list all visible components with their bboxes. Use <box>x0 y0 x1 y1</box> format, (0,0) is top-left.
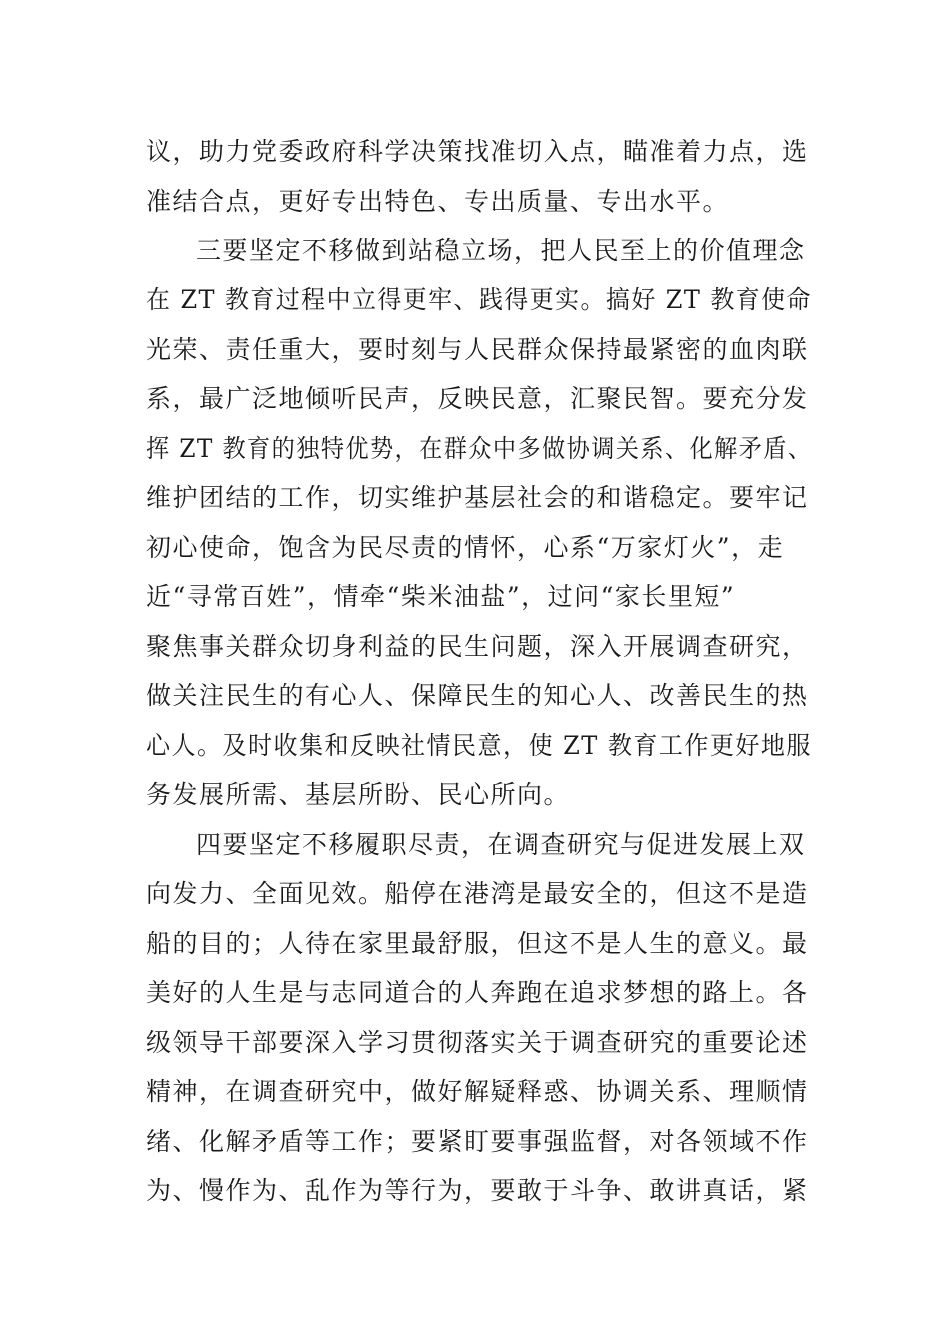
text-line: 精神，在调查研究中，做好解疑释惑、协调关系、理顺情 <box>146 1077 809 1106</box>
text-line: 务发展所需、基层所盼、民心所向。 <box>146 780 571 809</box>
text-line: 初心使命，饱含为民尽责的情怀，心系“万家灯火”，走 <box>146 533 785 562</box>
text-line: 聚焦事关群众切身利益的民生问题，深入开展调查研究， <box>146 632 809 661</box>
text-line: 在 ZT 教育过程中立得更牢、践得更实。搞好 ZT 教育使命 <box>146 285 812 314</box>
text-line: 绪、化解矛盾等工作；要紧盯要事强监督，对各领域不作 <box>146 1127 809 1156</box>
text-line: 为、慢作为、乱作为等行为，要敢于斗争、敢讲真话，紧 <box>146 1176 809 1205</box>
text-line: 级领导干部要深入学习贯彻落实关于调查研究的重要论述 <box>146 1028 809 1057</box>
text-line: 近“寻常百姓”，情牵“柴米油盐”，过问“家长里短” <box>146 582 736 611</box>
text-line: 做关注民生的有心人、保障民生的知心人、改善民生的热 <box>146 681 809 710</box>
text-line: 挥 ZT 教育的独特优势，在群众中多做协调关系、化解矛盾、 <box>146 434 813 463</box>
text-line: 美好的人生是与志同道合的人奔跑在追求梦想的路上。各 <box>146 978 809 1007</box>
paragraph-start-line: 四要坚定不移履职尽责，在调查研究与促进发展上双 <box>196 830 806 859</box>
text-line: 船的目的；人待在家里最舒服，但这不是人生的意义。最 <box>146 929 809 958</box>
text-line: 系，最广泛地倾听民声，反映民意，汇聚民智。要充分发 <box>146 384 809 413</box>
text-line: 维护团结的工作，切实维护基层社会的和谐稳定。要牢记 <box>146 483 809 512</box>
paragraph-start-line: 三要坚定不移做到站稳立场，把人民至上的价值理念 <box>196 236 806 265</box>
text-line: 向发力、全面见效。船停在港湾是最安全的，但这不是造 <box>146 879 809 908</box>
text-line: 准结合点，更好专出特色、专出质量、专出水平。 <box>146 187 730 216</box>
text-line: 议，助力党委政府科学决策找准切入点，瞄准着力点，选 <box>146 137 809 166</box>
text-line: 心人。及时收集和反映社情民意，使 ZT 教育工作更好地服 <box>146 731 812 760</box>
text-line: 光荣、责任重大，要时刻与人民群众保持最紧密的血肉联 <box>146 335 809 364</box>
